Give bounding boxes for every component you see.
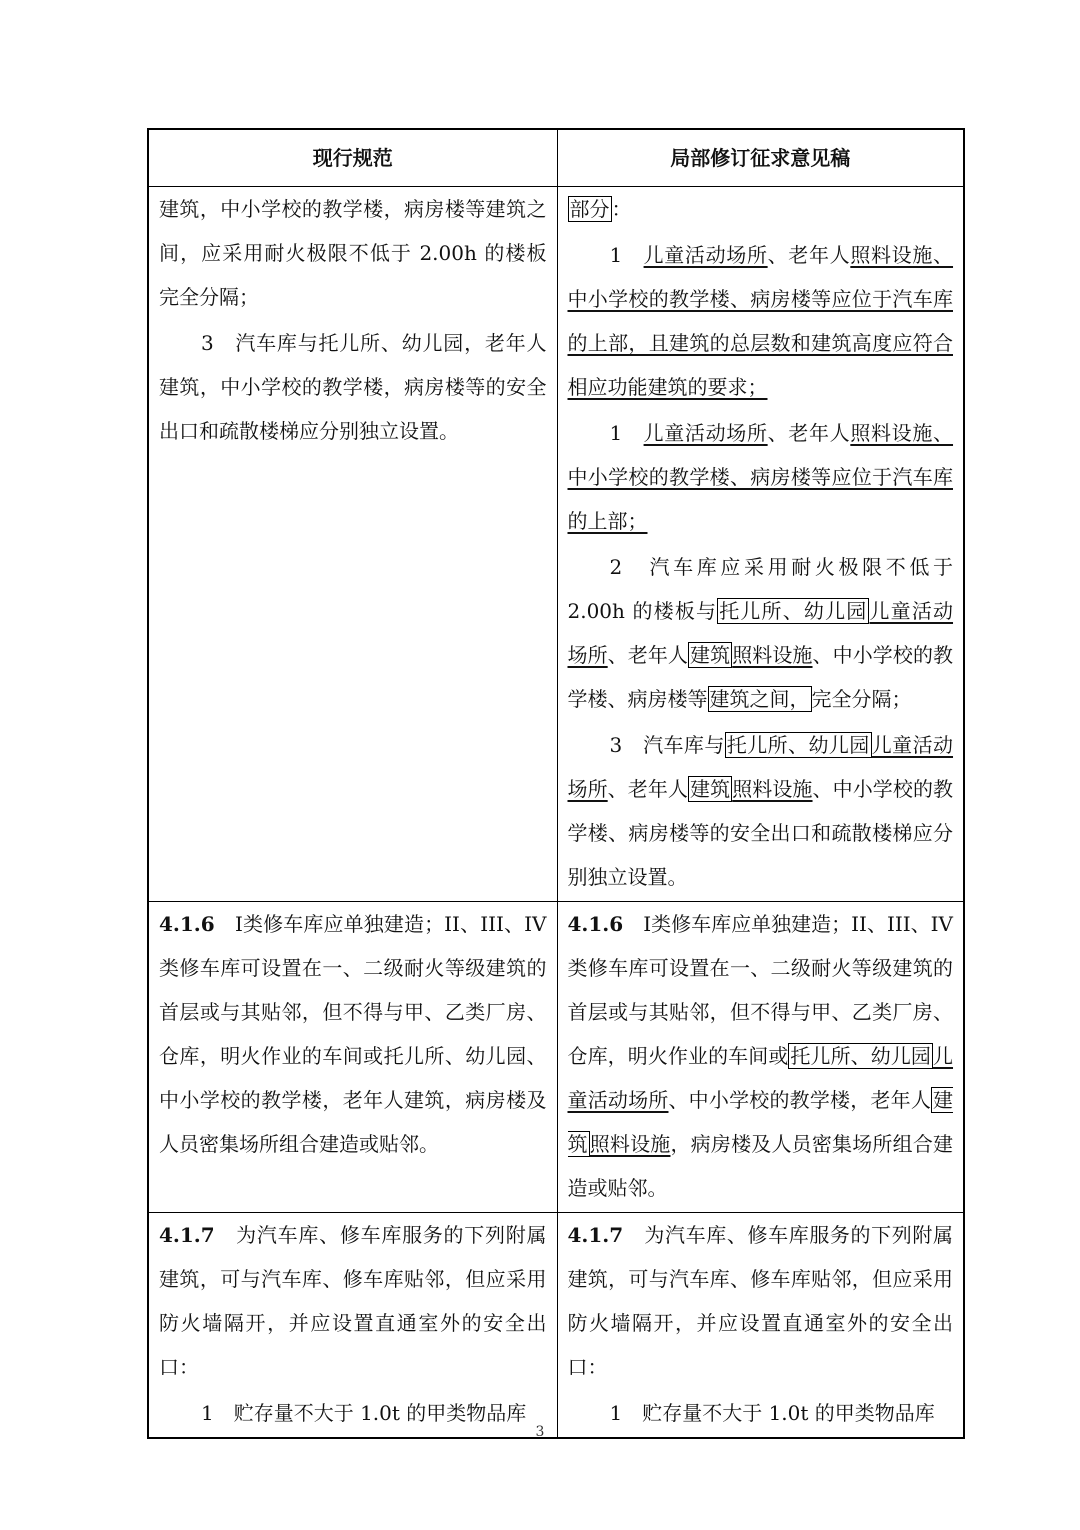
plain-text: 、老年人: [767, 421, 851, 445]
deleted-text: 建筑: [690, 643, 731, 667]
clause-number: 4.1.7: [567, 1223, 624, 1247]
current-clause-3: 3 汽车库与托儿所、幼儿园，老年人建筑，中小学校的教学楼，病房楼等的安全出口和疏散楼梯应分别独立设置。: [159, 331, 547, 443]
added-text: 照料设施、中小学校的教学楼、病房楼等应位于汽车库的上部；: [567, 421, 954, 533]
cell-current-4-1-5: [148, 187, 557, 902]
revision-intro: [568, 187, 954, 231]
deleted-text: 建筑之间，: [709, 687, 810, 711]
added-text: 照料设施: [732, 643, 813, 667]
added-text: 儿童活动场所: [567, 1044, 954, 1112]
plain-text: 、老年人: [767, 243, 851, 267]
clause-number: 4.1.7: [159, 1223, 215, 1247]
deleted-text: 建筑: [567, 1088, 954, 1156]
plain-text: ：: [611, 197, 632, 221]
deleted-text: 托儿所、幼儿园: [726, 733, 870, 757]
added-text: 儿童活动场所: [567, 599, 954, 667]
plain-text: I类修车库应单独建造；II、III、IV类修车库可设置在一、二级耐火等级建筑的首层或与其贴邻，但不得与甲、乙类厂房、仓库，明火作业的车间或: [567, 912, 953, 1068]
plain-text: 3 汽车库与: [609, 733, 725, 757]
clause-number: 4.1.6: [567, 912, 624, 936]
revision-item-1a: [568, 233, 954, 409]
current-clause-4-1-7: [159, 1213, 547, 1389]
plain-text: 为汽车库、修车库服务的下列附属建筑，可与汽车库、修车库贴邻，但应采用防火墙隔开，并应设置直通室外的安全出口：: [567, 1223, 953, 1379]
header-revision-draft: 局部修订征求意见稿: [557, 129, 964, 187]
cell-revision-4-1-5: [557, 187, 964, 902]
added-text: 儿童活动场所: [643, 421, 768, 445]
deleted-text: 托儿所、幼儿园: [719, 599, 868, 623]
item-number: 1: [609, 421, 644, 445]
added-text: 儿童活动场所: [643, 243, 768, 267]
current-clause-4-1-7-item-1: 1 贮存量不大于 1.0t 的甲类物品库: [201, 1401, 527, 1425]
plain-text: 、中小学校的教学楼、病房楼等: [567, 643, 954, 711]
page-number: 3: [535, 1424, 545, 1440]
plain-text: 、中小学校的教学楼，老年人: [668, 1088, 932, 1112]
deleted-text: 部分: [569, 197, 610, 221]
table-row: [148, 902, 964, 1213]
current-clause-4-1-6: [159, 902, 547, 1166]
item-number: 1: [609, 243, 644, 267]
revision-item-1b: [568, 411, 954, 543]
revision-item-3: [568, 723, 954, 899]
revision-clause-4-1-7: [568, 1213, 954, 1389]
revision-clause-4-1-7-item-1: 1 贮存量不大于 1.0t 的甲类物品库: [609, 1401, 935, 1425]
plain-text: 、老年人: [607, 777, 689, 801]
deleted-text: 建筑: [690, 777, 731, 801]
clause-number: 4.1.6: [159, 912, 215, 936]
table-row: [148, 187, 964, 902]
revision-clause-4-1-6: [568, 902, 954, 1210]
cell-revision-4-1-6: [557, 902, 964, 1213]
current-clause-2-tail: 建筑，中小学校的教学楼，病房楼等建筑之间，应采用耐火极限不低于 2.00h 的楼板完全分隔；: [159, 197, 547, 309]
plain-text: I类修车库应单独建造；II、III、IV类修车库可设置在一、二级耐火等级建筑的首层或与其贴邻，但不得与甲、乙类厂房、仓库，明火作业的车间或托儿所、幼儿园、中小学校的教学楼，老年人建筑，病房楼及人员密集场所组合建造或贴邻。: [159, 912, 547, 1156]
cell-current-4-1-7: [148, 1213, 557, 1439]
header-current-code: 现行规范: [148, 129, 557, 187]
table-row: [148, 1213, 964, 1439]
plain-text: 、中小学校的教学楼、病房楼等的安全出口和疏散楼梯应分别独立设置。: [567, 777, 954, 889]
added-text: 照料设施: [589, 1132, 671, 1156]
added-text: 照料设施、中小学校的教学楼、病房楼等应位于汽车库的上部，且建筑的总层数和建筑高度应符合相应功能建筑的要求；: [567, 243, 954, 399]
header-row: [148, 129, 964, 187]
cell-revision-4-1-7: [557, 1213, 964, 1439]
plain-text: ，病房楼及人员密集场所组合建造或贴邻。: [567, 1132, 954, 1200]
plain-text: 为汽车库、修车库服务的下列附属建筑，可与汽车库、修车库贴邻，但应采用防火墙隔开，并应设置直通室外的安全出口：: [159, 1223, 547, 1379]
plain-text: 2 汽车库应采用耐火极限不低于 2.00h 的楼板与: [567, 555, 953, 623]
added-text: 照料设施: [732, 777, 813, 801]
cell-current-4-1-6: [148, 902, 557, 1213]
comparison-table: [147, 128, 965, 1439]
added-text: 儿童活动场所: [567, 733, 954, 801]
revision-item-2: [568, 545, 954, 721]
plain-text: 完全分隔；: [811, 687, 912, 711]
plain-text: 、老年人: [607, 643, 689, 667]
deleted-text: 托儿所、幼儿园: [790, 1044, 932, 1068]
